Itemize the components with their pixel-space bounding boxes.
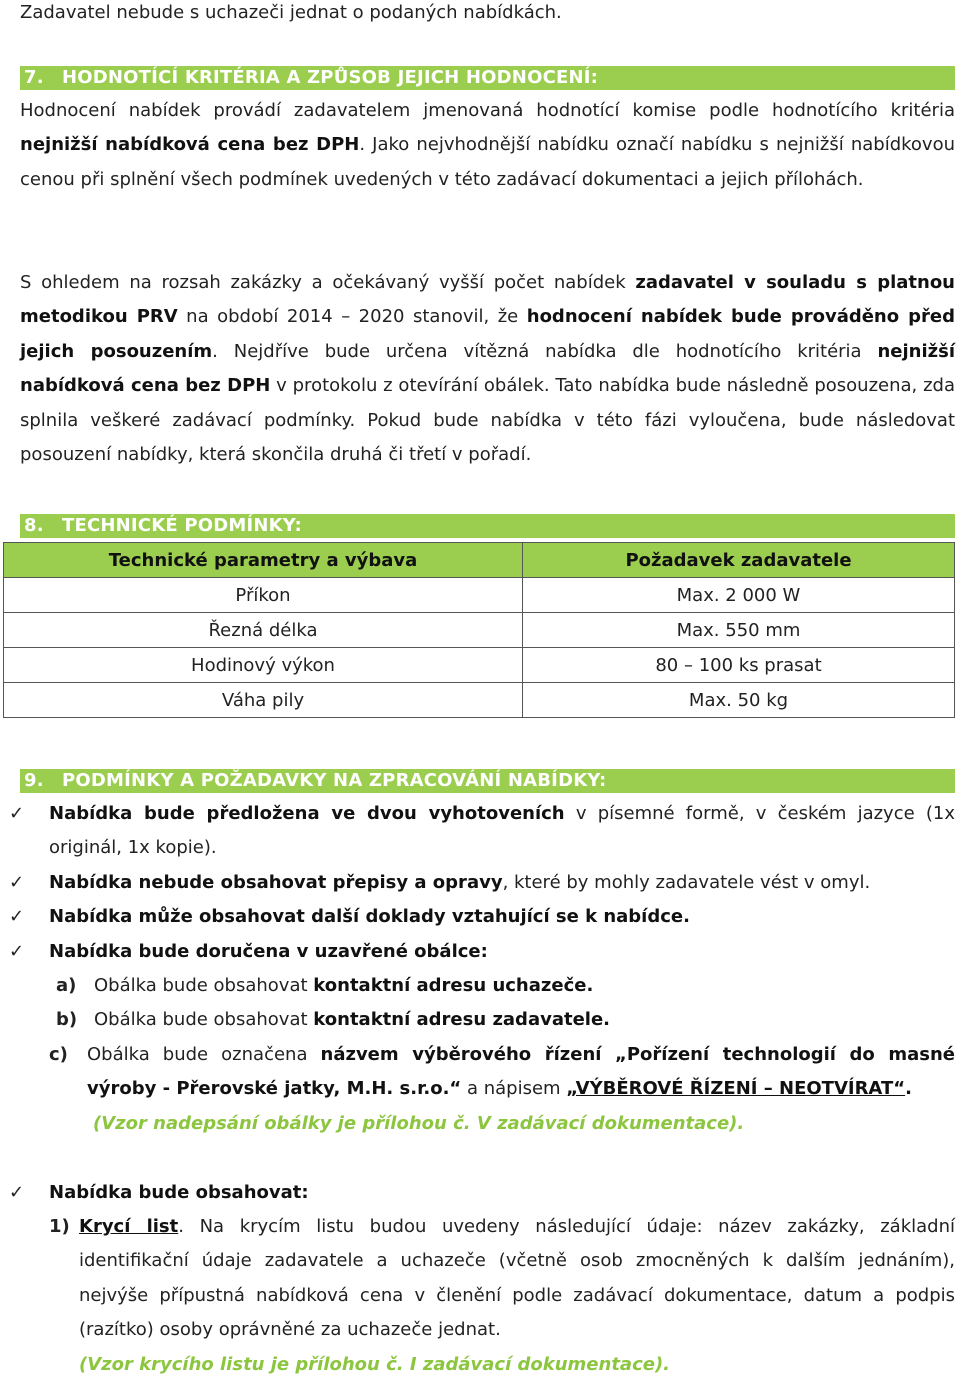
table-cell-requirement: 80 – 100 ks prasat: [523, 648, 955, 683]
bold-text: názvem výběrového řízení „Pořízení technologií do masné výroby - Přerovské jatky, M.H. s.r.o.“: [87, 1044, 955, 1100]
bold-text: Nabídka bude obsahovat:: [49, 1182, 309, 1203]
sub-item-text: [87, 1038, 955, 1107]
table-row: [4, 578, 955, 613]
section-8-number: 8.: [24, 515, 44, 536]
table-row: [4, 648, 955, 683]
text: S ohledem na rozsah zakázky a očekávaný vyšší počet nabídek: [20, 272, 636, 293]
text: v písemné formě, v českém jazyce (1x originál, 1x kopie).: [49, 803, 955, 859]
bullet-item: [9, 900, 955, 934]
tech-table-wrapper: [20, 542, 955, 718]
text: . Na krycím listu budou uvedeny následující údaje: název zakázky, základní identifikační údaje zadavatele a uchazeče (včetně osob zmocněných k dalším jednáním), nejvýše přípustná nabídková cena v členění podle zadávací dokumentace, datum a podpis (razítko) osoby oprávněné za uchazeče jednat.: [79, 1216, 956, 1341]
text: Hodnocení nabídek provádí zadavatelem jmenovaná hodnotící komise podle hodnotícího kritéria: [20, 100, 955, 121]
checkmark-icon: ✓: [9, 803, 25, 824]
section-8-title: TECHNICKÉ PODMÍNKY:: [62, 515, 302, 536]
table-row: [4, 683, 955, 718]
cover-sheet-note: (Vzor krycího listu je přílohou č. I zadávací dokumentace).: [79, 1354, 671, 1375]
tech-params-table: [3, 542, 955, 718]
checkmark-icon: ✓: [9, 906, 25, 927]
text: na období 2014 – 2020 stanovil, že: [177, 306, 527, 328]
section-7-paragraph-2: [20, 266, 955, 472]
table-cell-requirement: Max. 50 kg: [523, 683, 955, 718]
bold-text: Nabídka nebude obsahovat přepisy a opravy: [49, 872, 503, 893]
sub-item-label: b): [56, 1009, 78, 1030]
underlined-bold-text: „VÝBĚROVÉ ŘÍZENÍ – NEOTVÍRAT“: [566, 1078, 906, 1100]
bold-text: Nabídka bude předložena ve dvou vyhotoveních: [49, 803, 565, 824]
bold-text: nejnižší nabídková cena bez DPH: [20, 340, 955, 397]
bullet-item: [9, 1176, 955, 1210]
bold-text: kontaktní adresu uchazeče.: [313, 975, 594, 996]
text: v protokolu z otevírání obálek. Tato nabídka bude následně posouzena, zda splnila veškeré zadávací podmínky. Pokud bude nabídka v této fázi vyloučena, bude následovat posouzení nabídky, která skončila druhá či třetí v pořadí.: [20, 375, 955, 466]
bullet-item: [9, 797, 955, 866]
bullet-item: [9, 935, 955, 969]
section-7-heading: [20, 66, 955, 90]
text: . Nejdříve bude určena vítězná nabídka dle hodnotícího kritéria: [212, 340, 878, 362]
bold-text: kontaktní adresu zadavatele.: [313, 1009, 610, 1030]
text: a nápisem: [461, 1078, 567, 1100]
numbered-item-text: [79, 1210, 955, 1348]
bold-text: Nabídka bude doručena v uzavřené obálce:: [49, 941, 488, 962]
table-cell-param: Řezná délka: [4, 613, 523, 648]
table-header-params: Technické parametry a výbava: [4, 543, 523, 578]
checkmark-icon: ✓: [9, 941, 25, 962]
text: .: [905, 1078, 912, 1100]
section-9-title: PODMÍNKY A POŽADAVKY NA ZPRACOVÁNÍ NABÍDKY:: [62, 770, 607, 791]
table-cell-requirement: Max. 550 mm: [523, 613, 955, 648]
envelope-sample-note: (Vzor nadepsání obálky je přílohou č. V zadávací dokumentace).: [93, 1113, 745, 1134]
table-cell-param: Váha pily: [4, 683, 523, 718]
sub-item-text: [94, 1003, 610, 1037]
section-7-number: 7.: [24, 67, 44, 88]
checkmark-icon: ✓: [9, 872, 25, 893]
section-8-heading: [20, 514, 955, 538]
table-cell-param: Hodinový výkon: [4, 648, 523, 683]
table-cell-param: Příkon: [4, 578, 523, 613]
intro-line: Zadavatel nebude s uchazeči jednat o podaných nabídkách.: [20, 2, 562, 23]
text: Obálka bude obsahovat: [94, 975, 314, 996]
text: , které by mohly zadavatele vést v omyl.: [502, 872, 871, 893]
table-header-row: [4, 543, 955, 578]
section-9-number: 9.: [24, 770, 44, 791]
table-header-requirement: Požadavek zadavatele: [523, 543, 955, 578]
section-9-heading: [20, 769, 955, 793]
bold-text: hodnocení nabídek bude prováděno před jejich posouzením: [20, 306, 955, 362]
numbered-item-label: 1): [49, 1216, 70, 1237]
section-7-title: HODNOTÍCÍ KRITÉRIA A ZPŮSOB JEJICH HODNOCENÍ:: [62, 67, 599, 88]
sub-item-label: c): [49, 1044, 68, 1065]
underlined-bold-text: Krycí list: [79, 1216, 179, 1237]
bold-text: nejnižší nabídková cena bez DPH: [20, 134, 360, 156]
text: Obálka bude obsahovat: [94, 1009, 314, 1030]
sub-item-text: [94, 969, 593, 1003]
table-row: [4, 613, 955, 648]
text: Obálka bude označena: [87, 1044, 321, 1065]
bullet-item: [9, 866, 955, 900]
section-7-paragraph-1: [20, 94, 955, 197]
checkmark-icon: ✓: [9, 1182, 25, 1203]
bold-text: Nabídka může obsahovat další doklady vztahující se k nabídce.: [49, 906, 690, 927]
bold-text: zadavatel v souladu s platnou metodikou PRV: [20, 272, 955, 328]
sub-item-label: a): [56, 975, 77, 996]
text: . Jako nejvhodnější nabídku označí nabídku s nejnižší nabídkovou cenou při splnění všech podmínek uvedených v této zadávací dokumentaci a jejich přílohách.: [20, 134, 955, 190]
table-cell-requirement: Max. 2 000 W: [523, 578, 955, 613]
